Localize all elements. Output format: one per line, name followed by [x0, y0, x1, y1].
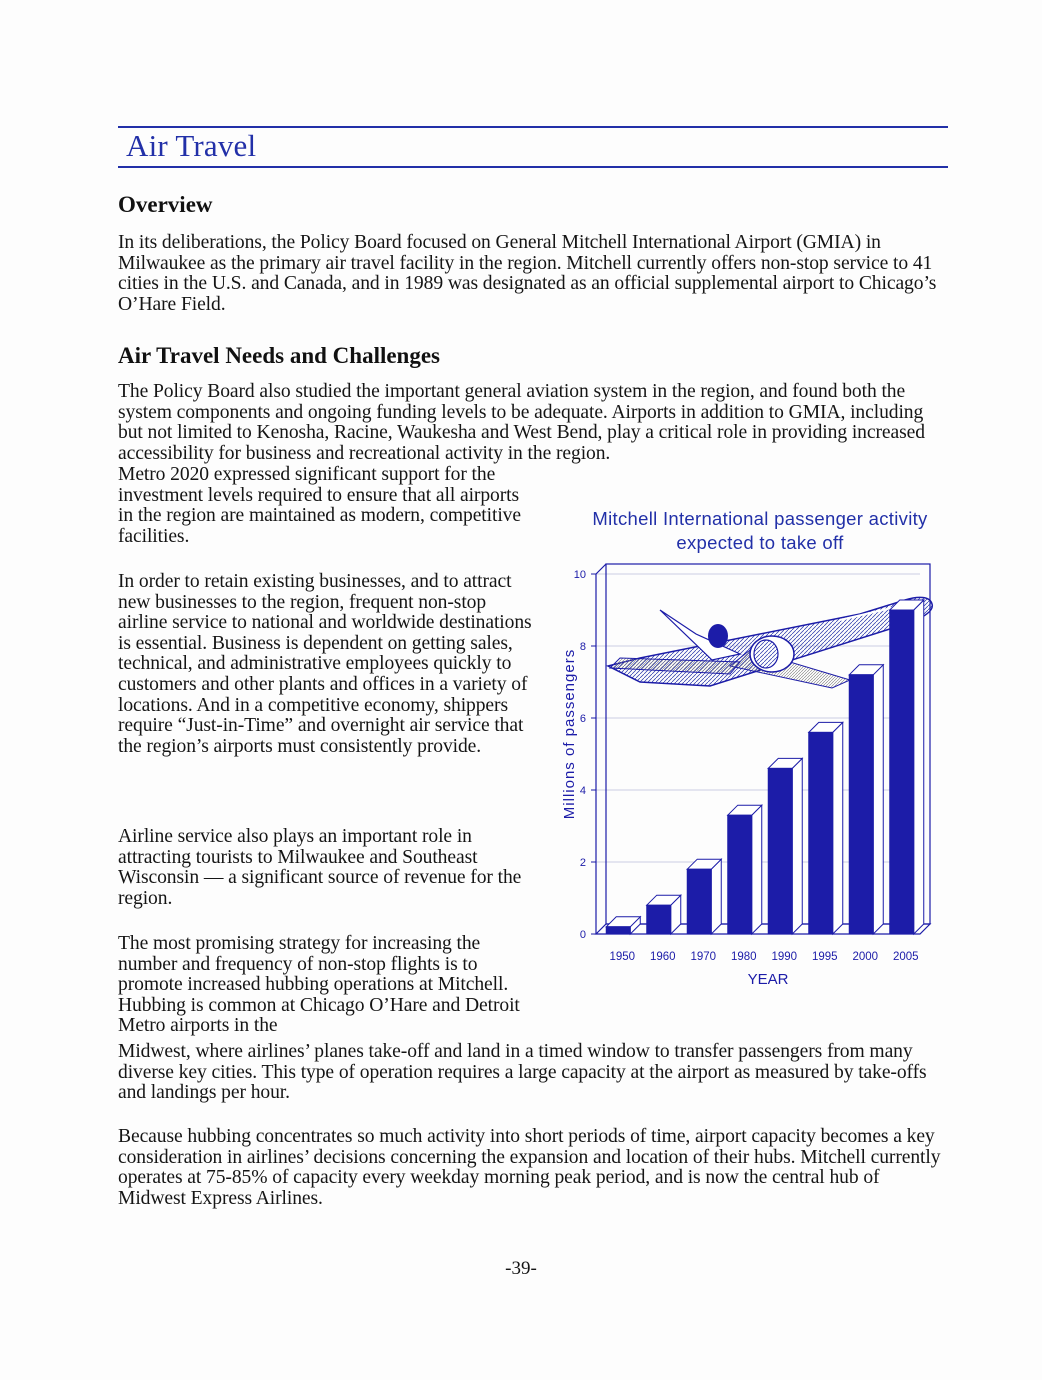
y-tick-label: 4	[579, 785, 586, 797]
title-rule-bottom	[118, 166, 948, 168]
passenger-bar-chart	[530, 560, 960, 1000]
y-tick-label: 2	[579, 857, 586, 869]
x-tick-label: 1980	[730, 951, 757, 963]
chart-title-line-1: Mitchell International passenger activity	[592, 508, 928, 529]
x-tick-label: 1970	[690, 951, 717, 963]
x-tick-label: 1950	[609, 951, 636, 963]
x-tick-label: 2000	[852, 951, 879, 963]
y-tick-label: 8	[579, 641, 586, 653]
y-axis-label: Millions of passengers	[561, 648, 578, 820]
chart-title-line-2: expected to take off	[676, 532, 844, 553]
overview-heading: Overview	[118, 192, 213, 217]
x-tick-label: 1995	[811, 951, 838, 963]
bar-1990	[768, 758, 802, 934]
needs-paragraph-5: Because hubbing concentrates so much activity into short periods of time, airport capacity becomes a key consideration in airlines’ decisions concerning the expansion and location of their hubs. Mitchell currently operates at 75-85% of capacity every weekday morning peak period, and is now the central hub of Midwest Express Airlines.	[118, 1126, 941, 1209]
needs-paragraph-3: Airline service also plays an important role in attracting tourists to Milwaukee and Southeast Wisconsin — a significant source of revenue for the region.	[118, 826, 522, 909]
needs-paragraph-2: In order to retain existing businesses, and to attract new businesses to the region, frequent non-stop airline service to national and worldwide destinations is essential. Business is dependent on getting sales, technical, and administrative employees quickly to customers and other plants and offices in a variety of locations. And in a competitive economy, shippers require “Just-in-Time” and overnight air service that the region’s airports must consistently provide.	[118, 571, 532, 757]
section-title: Air Travel	[126, 128, 257, 163]
bar-2005	[890, 600, 924, 934]
page-number: -39-	[505, 1258, 537, 1279]
bar-1960	[647, 895, 681, 934]
needs-paragraph-1: The Policy Board also studied the important general aviation system in the region, and found both the system components and ongoing funding levels to be adequate. Airports in addition to GMIA, including but not limited to Kenosha, Racine, Waukesha and West Bend, play a critical role in providing increased accessibility for business and recreational activity in the region.	[118, 381, 925, 464]
plot-left-wall	[596, 564, 606, 934]
needs-paragraph-4-continued: Midwest, where airlines’ planes take-off and land in a timed window to transfer passengers from many diverse key cities. This type of operation requires a large capacity at the airport as measured by take-offs and landings per hour.	[118, 1041, 927, 1104]
bar-2000	[849, 665, 883, 934]
overview-paragraph: In its deliberations, the Policy Board focused on General Mitchell International Airport (GMIA) in Milwaukee as the primary air travel facility in the region. Mitchell currently offers non-stop service to 41 cities in the U.S. and Canada, and in 1989 was designated as an official supplemental airport to Chicago’s O’Hare Field.	[118, 232, 937, 315]
y-tick-label: 0	[579, 929, 586, 941]
bar-1980	[728, 805, 762, 934]
bar-1970	[687, 859, 721, 934]
bar-1950	[606, 917, 640, 934]
y-tick-label: 10	[573, 569, 586, 581]
x-tick-label: 2005	[892, 951, 919, 963]
needs-heading: Air Travel Needs and Challenges	[118, 343, 441, 368]
needs-paragraph-1-continued: Metro 2020 expressed significant support for the investment levels required to ensure that all airports in the region are maintained as modern, competitive facilities.	[118, 464, 521, 547]
needs-paragraph-4: The most promising strategy for increasing the number and frequency of non-stop flights is to promote increased hubbing operations at Mitchell. Hubbing is common at Chicago O’Hare and Detroit Metro airports in the	[118, 933, 520, 1037]
x-axis-label: YEAR	[747, 971, 789, 988]
x-tick-label: 1960	[649, 951, 676, 963]
x-tick-label: 1990	[771, 951, 798, 963]
bar-1995	[809, 722, 843, 934]
y-tick-label: 6	[579, 713, 586, 725]
